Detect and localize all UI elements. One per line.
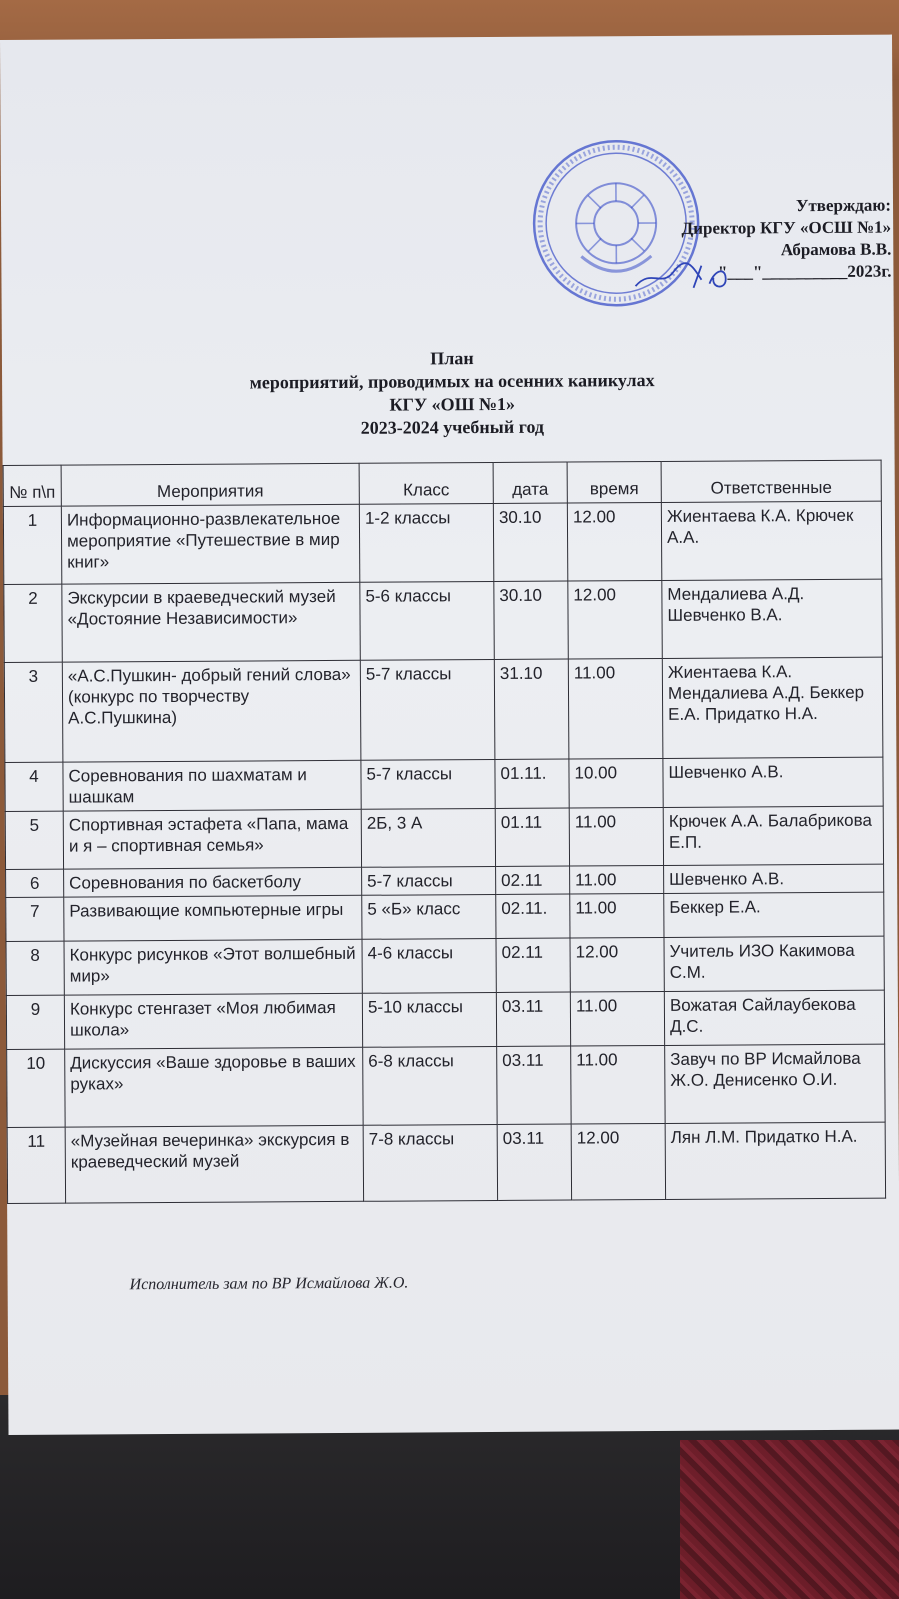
cell-time: 12.00 — [568, 580, 662, 659]
table-row — [4, 657, 883, 762]
cell-class: 5-7 классы — [360, 659, 495, 760]
cell-date: 03.11 — [496, 992, 570, 1046]
cell-time: 12.00 — [570, 937, 664, 992]
cell-date: 30.10 — [494, 581, 568, 659]
cell-date: 02.11 — [496, 866, 570, 894]
cell-date: 03.11 — [497, 1124, 571, 1200]
cell-responsible: Шевченко А.В. — [663, 757, 883, 807]
cell-number: 11 — [7, 1127, 65, 1203]
table-row — [6, 936, 884, 995]
cell-time: 10.00 — [569, 758, 663, 808]
header-date: дата — [493, 462, 567, 503]
cell-responsible: Шевченко А.В. — [664, 864, 884, 893]
cell-responsible: Лян Л.М. Придатко Н.А. — [665, 1122, 885, 1199]
table-row — [7, 1122, 885, 1203]
header-number: № п\п — [3, 465, 61, 506]
cell-event: Информационно-развлекательное мероприятие «Путешествие в мир книг» — [61, 504, 359, 584]
cell-responsible: Крючек А.А. Балабрикова Е.П. — [663, 806, 883, 865]
cell-event: Спортивная эстафета «Папа, мама и я – спортивная семья» — [63, 809, 361, 869]
executor-note: Исполнитель зам по ВР Исмайлова Ж.О. — [129, 1274, 409, 1294]
approval-line-date: "___"__________2023г. — [717, 261, 892, 282]
cell-class: 5-7 классы — [361, 759, 495, 809]
cell-event: Развивающие компьютерные игры — [64, 895, 362, 941]
cell-class: 5 «Б» класс — [362, 894, 496, 939]
cell-time: 11.00 — [570, 893, 664, 938]
table-row — [3, 501, 881, 584]
cell-date: 31.10 — [494, 659, 569, 759]
title-line-year: 2023-2024 учебный год — [360, 416, 545, 438]
cell-class: 5-6 классы — [360, 581, 494, 660]
cell-event: Соревнования по шахматам и шашкам — [63, 760, 361, 811]
cell-number: 7 — [6, 897, 64, 941]
header-time: время — [567, 461, 661, 503]
cell-number: 8 — [6, 941, 64, 995]
cell-class: 2Б, 3 А — [361, 808, 495, 867]
cell-responsible: Учитель ИЗО Какимова С.М. — [664, 936, 884, 991]
table-row — [5, 757, 883, 811]
table-header-row — [3, 460, 881, 506]
approval-line-name: Абрамова В.В. — [780, 239, 892, 260]
cell-event: «А.С.Пушкин- добрый гений слова» (конкурс по творчеству А.С.Пушкина) — [62, 660, 361, 762]
cell-date: 03.11 — [497, 1046, 571, 1124]
cell-class: 7-8 классы — [363, 1124, 497, 1201]
cell-event: Конкурс рисунков «Этот волшебный мир» — [64, 939, 362, 995]
cell-time: 11.00 — [570, 991, 664, 1046]
title-line-school: КГУ «ОШ №1» — [389, 393, 516, 415]
header-event: Мероприятия — [61, 463, 359, 506]
cell-time: 12.00 — [571, 1123, 665, 1200]
cell-class: 5-7 классы — [362, 866, 496, 895]
events-table — [3, 460, 886, 1204]
cell-event: «Музейная вечеринка» экскурсия в краеведческий музей — [65, 1125, 363, 1203]
table-row — [4, 579, 882, 662]
cell-class: 6-8 классы — [363, 1046, 497, 1125]
cell-number: 2 — [4, 584, 62, 662]
cell-number: 5 — [5, 811, 63, 869]
cell-time: 11.00 — [568, 658, 663, 759]
cell-responsible: Мендалиева А.Д. Шевченко В.А. — [662, 579, 882, 658]
cell-class: 5-10 классы — [362, 992, 496, 1047]
table-row — [5, 806, 883, 869]
title-line-plan: План — [430, 348, 474, 369]
title-line-subject: мероприятий, проводимых на осенних каникулах — [249, 370, 655, 393]
approval-line-approve: Утверждаю: — [795, 195, 892, 216]
table-row — [6, 892, 884, 941]
cell-number: 3 — [4, 662, 63, 762]
header-class: Класс — [359, 462, 493, 504]
cell-date: 01.11. — [495, 759, 569, 808]
cell-class: 1-2 классы — [359, 503, 493, 582]
cell-number: 1 — [3, 506, 61, 584]
cell-event: Конкурс стенгазет «Моя любимая школа» — [64, 993, 362, 1049]
cell-number: 9 — [6, 995, 64, 1049]
table-row — [7, 1044, 885, 1127]
cell-responsible: Жиентаева К.А. Крючек А.А. — [661, 501, 881, 580]
cell-date: 01.11 — [495, 808, 569, 866]
document-page — [0, 35, 899, 1435]
carpet — [680, 1440, 899, 1599]
document-title — [2, 344, 899, 441]
approval-line-director: Директор КГУ «ОСШ №1» — [681, 217, 892, 238]
cell-number: 6 — [6, 869, 64, 897]
cell-responsible: Завуч по ВР Исмайлова Ж.О. Денисенко О.И. — [665, 1044, 885, 1123]
cell-date: 30.10 — [493, 503, 567, 581]
cell-responsible: Жиентаева К.А. Мендалиева А.Д. Беккер Е.А. Придатко Н.А. — [662, 657, 883, 758]
cell-time: 12.00 — [567, 502, 661, 581]
approval-block — [601, 195, 892, 285]
cell-responsible: Беккер Е.А. — [664, 892, 884, 937]
cell-date: 02.11. — [496, 894, 570, 938]
table-row — [6, 990, 884, 1049]
cell-event: Соревнования по баскетболу — [64, 867, 362, 897]
cell-event: Дискуссия «Ваше здоровье в ваших руках» — [65, 1047, 363, 1127]
cell-time: 11.00 — [570, 865, 664, 894]
cell-time: 11.00 — [571, 1045, 665, 1124]
cell-class: 4-6 классы — [362, 938, 496, 993]
cell-number: 10 — [7, 1049, 65, 1127]
cell-event: Экскурсии в краеведческий музей «Достояние Независимости» — [62, 582, 360, 662]
header-responsible: Ответственные — [661, 460, 881, 502]
cell-responsible: Вожатая Сайлаубекова Д.С. — [664, 990, 884, 1045]
cell-date: 02.11 — [496, 938, 570, 992]
cell-number: 4 — [5, 762, 63, 811]
cell-time: 11.00 — [569, 807, 663, 866]
